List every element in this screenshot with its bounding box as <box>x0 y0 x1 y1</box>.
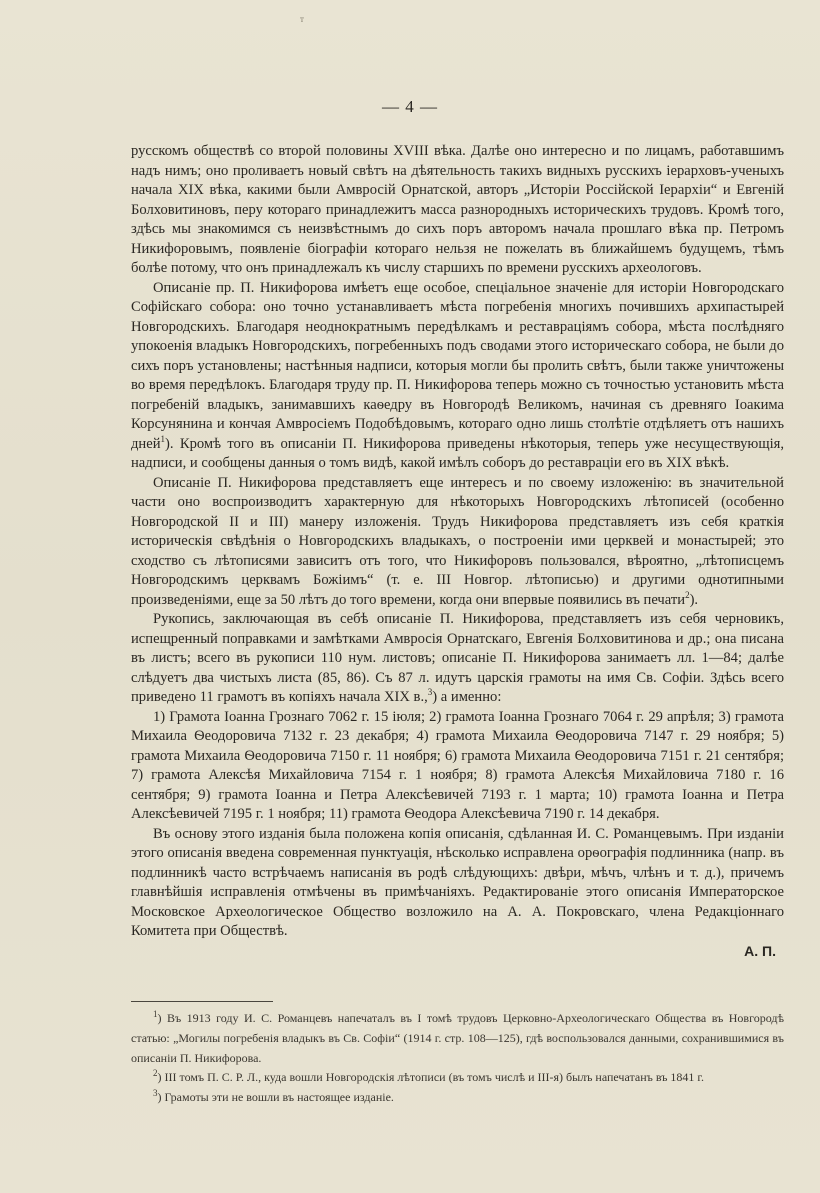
paragraph-2-text: Описаніе пр. П. Никифорова имѣетъ еще особое, спеціальное значеніе для исторіи Новгородскаго Софійскаго собора: оно точно устанавливаетъ мѣста погребенія многихъ почившихъ архипастырей Новгородскихъ. Благодаря неоднократнымъ передѣлкамъ и реставраціямъ собора, мѣста послѣдняго упокоенія владыкъ Новгородскихъ, погребенныхъ подъ сводами этого историческаго собора, не были до сихъ поръ установлены; настѣнныя надписи, которыя могли бы пролить свѣтъ, были также уничтожены во время передѣлокъ. Благодаря труду пр. П. Никифорова теперь можно съ точностью установить мѣста погребеній владыкъ, занимавшихъ каѳедру въ Новгородѣ Великомъ, начиная съ древняго Іоакима Корсунянина и кончая Амвросіемъ Подобѣдовымъ, котораго одно лишь столѣтіе отдѣляетъ отъ нашихъ дней <box>131 279 784 452</box>
footnote-ref-1: 1 <box>160 433 166 444</box>
grants-list: 1) Грамота Іоанна Грознаго 7062 г. 15 іюля; 2) грамота Іоанна Грознаго 7064 г. 29 апрѣля; 3) грамота Михаила Ѳеодоровича 7132 г. 23 декабря; 4) грамота Михаила Ѳеодоровича 7147 г. 29 ноября; 5) грамота Михаила Ѳеодоровича 7150 г. 11 ноября; 6) грамота Михаила Ѳеодоровича 7151 г. 21 сентября; 7) грамота Алексѣя Михайловича 7154 г. 1 ноября; 8) грамота Алексѣя Михайловича 7180 г. 16 сентября; 9) грамота Іоанна и Петра Алексѣевичей 7193 г. 1 марта; 10) грамота Іоанна и Петра Алексѣевичей 7195 г. 1 ноября; 11) грамота Ѳеодора Алексѣевича 7190 г. 14 декабря. <box>131 708 784 822</box>
page-mark: т <box>300 14 304 24</box>
footnote-1 <box>131 1009 784 1068</box>
footnote-3-text: ) Грамоты эти не вошли въ настоящее изданіе. <box>157 1090 394 1105</box>
paragraph-2 <box>131 279 784 474</box>
footnote-1-marker: 1 <box>153 1009 158 1019</box>
paragraph-3-text: Описаніе П. Никифорова представляетъ еще интересъ и по своему изложенію: въ значительной части оно воспроизводитъ характерную для нѣкоторыхъ Новгородскихъ лѣтописей (особенно Новгородской II и III) манеру изложенія. Трудъ Никифорова представляетъ изъ себя краткія историческія свѣдѣнія о Новгородскихъ владыкахъ, о построеніи ими церквей и монастырей; это сходство съ лѣтописями зависитъ отъ того, что Никифоровъ пользовался, вѣроятно, „лѣтописцемъ Новгородскимъ церквамъ Божіимъ“ (т. е. III Новгор. лѣтописью) и другими однотипными произведеніями, еще за 50 лѣтъ до того времени, когда они впервые появились въ печати <box>131 474 784 608</box>
footnote-1-text: ) Въ 1913 году И. С. Романцевъ напечаталъ въ I томѣ трудовъ Церковно-Археологическаго Общества въ Новгородѣ статью: „Могилы погребенія владыкъ въ Св. Софіи“ (1914 г. стр. 108—125), гдѣ воспользовался данными, сохранившимися въ описаніи П. Никифорова. <box>131 1011 784 1065</box>
paragraph-3 <box>131 474 784 611</box>
main-text <box>131 142 784 961</box>
paragraph-2-tail: ). Кромѣ того въ описаніи П. Никифорова приведены нѣкоторыя, теперь уже несуществующія, надписи, и сообщены данныя о томъ видѣ, какой имѣлъ соборъ до реставраціи его въ XIX вѣкѣ. <box>131 435 784 471</box>
footnote-3-marker: 3 <box>153 1088 158 1099</box>
footnote-2 <box>131 1068 784 1088</box>
paragraph-3-tail: ). <box>689 591 699 608</box>
footnote-3 <box>131 1088 784 1108</box>
footnote-divider <box>131 1001 273 1002</box>
footnote-ref-3: 3 <box>427 687 433 698</box>
paragraph-4-text: Рукопись, заключающая въ себѣ описаніе П. Никифорова, представляетъ изъ себя черновикъ, испещренный поправками и замѣтками Амвросія Орнатскаго, Евгенія Болховитинова и др.; она писана въ листъ; всего въ рукописи 110 нум. листовъ; описаніе П. Никифорова занимаетъ лл. 1—84; далѣе слѣдуетъ два чистыхъ листа (85, 86). Съ 87 л. идутъ царскія грамоты на имя Св. Софіи. Здѣсь всего приведено 11 грамотъ въ копіяхъ начала XIX в., <box>131 611 784 705</box>
paragraph-4-tail: ) а именно: <box>432 689 502 705</box>
paragraph-1: русскомъ обществѣ со второй половины XVIII вѣка. Далѣе оно интересно и по лицамъ, работавшимъ надъ нимъ; оно проливаетъ новый свѣтъ на дѣятельность такихъ видныхъ русскихъ іерарховъ-ученыхъ начала XIX вѣка, какими были Амвросій Орнатской, авторъ „Исторіи Россійской Іерархіи“ и Евгеній Болховитиновъ, перу котораго принадлежитъ масса разнородныхъ историческихъ трудовъ. Кромѣ того, здѣсь мы знакомимся съ неизвѣстнымъ до сихъ поръ авторомъ начала прошлаго вѣка пр. Петромъ Никифоровымъ, появленіе біографіи котораго нельзя не пожелать въ ближайшемъ будущемъ, тѣмъ болѣе потому, что онъ принадлежалъ къ числу старшихъ по времени русскихъ археологовъ. <box>131 143 784 276</box>
footnote-ref-2: 2 <box>685 589 690 600</box>
signature: А. П. <box>744 942 776 959</box>
footnotes <box>131 1009 784 1108</box>
paragraph-4 <box>131 610 784 708</box>
footnote-2-text: ) III томъ П. С. Р. Л., куда вошли Новгородскія лѣтописи (въ томъ числѣ и III-я) былъ напечатанъ въ 1841 г. <box>157 1070 704 1085</box>
page-number: — 4 — <box>382 97 438 116</box>
paragraph-5: Въ основу этого изданія была положена копія описанія, сдѣланная И. С. Романцевымъ. При изданіи этого описанія введена современная пунктуація, нѣсколько исправлена орѳографія подлинника (напр. въ подлинникѣ часто встрѣчаемъ написанія въ родѣ слѣдующихъ: двѣри, мѣчъ, члѣнъ и т. д.), причемъ главнѣйшія исправленія отмѣчены въ примѣчаніяхъ. Редактированіе этого описанія Императорское Московское Археологическое Общество возложило на А. А. Покровскаго, члена Редакціоннаго Комитета при Обществѣ. <box>131 825 784 939</box>
footnote-2-marker: 2 <box>153 1068 158 1079</box>
